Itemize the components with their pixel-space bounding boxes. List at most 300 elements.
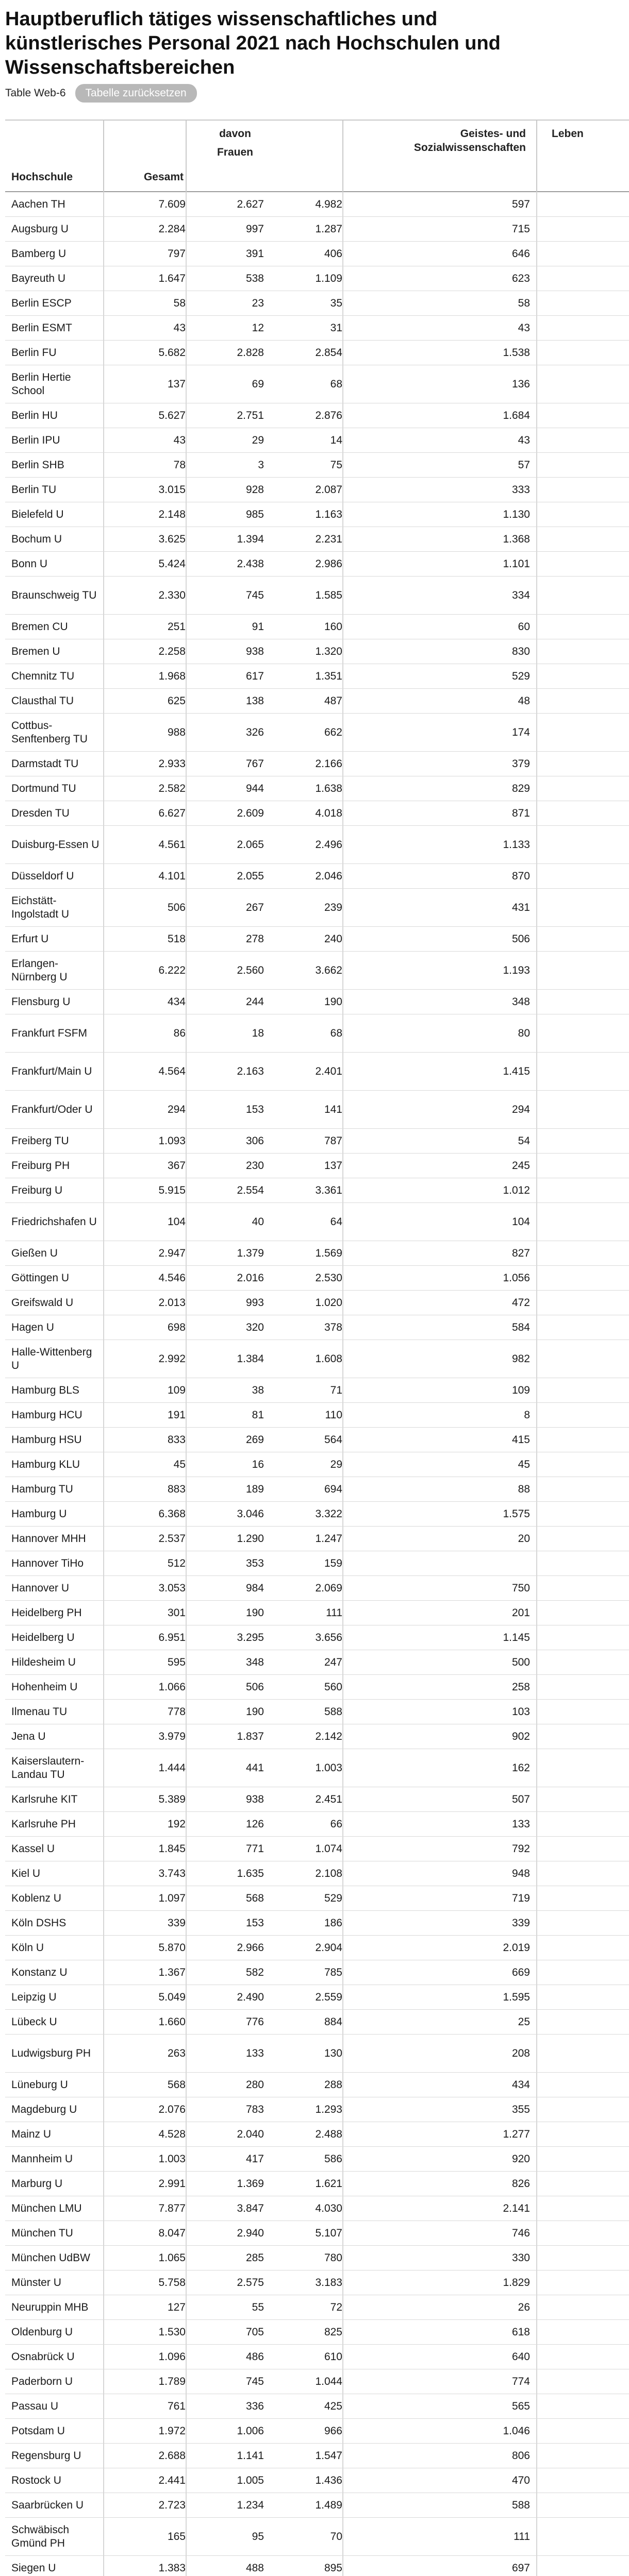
row-gesamt: 45: [173, 1458, 186, 1470]
table-row: [5, 478, 629, 502]
column-divider: [186, 1551, 187, 1575]
column-divider: [536, 341, 537, 365]
row-geistes: 58: [518, 297, 530, 309]
row-davon: 2.490: [237, 1991, 264, 2003]
row-name: Rostock U: [11, 2474, 61, 2486]
row-gesamt: 2.330: [158, 589, 186, 601]
table-row: [5, 1551, 629, 1576]
row-frauen: 3.183: [315, 2276, 342, 2289]
column-divider: [342, 453, 343, 477]
row-name: Hannover MHH: [11, 1532, 86, 1545]
column-divider: [103, 2073, 104, 2097]
row-geistes: 20: [518, 1532, 530, 1545]
row-gesamt: 1.530: [158, 2326, 186, 2338]
table-row: [5, 1403, 629, 1428]
row-davon: 1.290: [237, 1532, 264, 1545]
table-row: [5, 1266, 629, 1291]
header-leben[interactable]: Leben: [552, 128, 584, 140]
row-davon: 488: [245, 2562, 264, 2574]
row-davon: 2.966: [237, 1941, 264, 1954]
row-geistes: 640: [511, 2350, 530, 2363]
row-davon: 1.005: [237, 2474, 264, 2486]
column-divider: [103, 2221, 104, 2245]
page-title: Hauptberuflich tätiges wissenschaftliches und künstlerisches Personal 2021 nach Hochschulen und Wissenschaftsbereichen: [5, 8, 501, 78]
table-row: [5, 1675, 629, 1700]
column-divider: [103, 1527, 104, 1551]
row-davon: 417: [245, 2153, 264, 2165]
row-frauen: 29: [330, 1458, 342, 1470]
row-frauen: 1.547: [315, 2449, 342, 2462]
column-divider: [103, 453, 104, 477]
row-gesamt: 251: [167, 620, 186, 633]
row-geistes: 434: [511, 2078, 530, 2091]
row-davon: 133: [245, 2047, 264, 2059]
column-divider: [536, 1911, 537, 1935]
column-divider: [342, 1625, 343, 1650]
column-divider: [103, 1576, 104, 1600]
row-frauen: 884: [324, 2015, 342, 2028]
row-name: Halle-Wittenberg U: [11, 1346, 92, 1371]
column-divider: [103, 990, 104, 1014]
row-gesamt: 43: [173, 321, 186, 334]
row-geistes: 258: [511, 1681, 530, 1693]
row-frauen: 130: [324, 2047, 342, 2059]
row-name: Freiberg TU: [11, 1134, 69, 1147]
column-divider: [342, 776, 343, 801]
row-gesamt: 1.647: [158, 272, 186, 284]
row-davon: 18: [252, 1027, 264, 1039]
table-header: [5, 121, 629, 192]
row-gesamt: 301: [167, 1606, 186, 1619]
column-divider: [536, 689, 537, 713]
row-geistes: 57: [518, 459, 530, 471]
column-divider: [342, 2246, 343, 2270]
row-davon: 38: [252, 1384, 264, 1396]
table-row: [5, 1091, 629, 1129]
column-divider: [103, 2320, 104, 2344]
row-gesamt: 4.561: [158, 838, 186, 851]
row-frauen: 2.142: [315, 1730, 342, 1742]
row-frauen: 780: [324, 2251, 342, 2264]
table-row: [5, 1601, 629, 1625]
row-frauen: 1.638: [315, 782, 342, 794]
table-row: [5, 1178, 629, 1203]
column-divider: [342, 1861, 343, 1886]
column-divider: [536, 1014, 537, 1052]
table-row: [5, 365, 629, 403]
row-gesamt: 1.383: [158, 2562, 186, 2574]
row-davon: 2.828: [237, 346, 264, 359]
row-geistes: 1.575: [503, 1507, 530, 1520]
row-davon: 582: [245, 1966, 264, 1978]
row-geistes: 1.829: [503, 2276, 530, 2289]
row-frauen: 2.559: [315, 1991, 342, 2003]
column-divider: [342, 1178, 343, 1202]
row-davon: 16: [252, 1458, 264, 1470]
row-gesamt: 506: [167, 901, 186, 913]
column-divider: [186, 826, 187, 863]
row-davon: 1.006: [237, 2425, 264, 2437]
row-geistes: 623: [511, 272, 530, 284]
row-geistes: 43: [518, 321, 530, 334]
row-frauen: 2.451: [315, 1793, 342, 1805]
column-divider: [103, 1154, 104, 1178]
row-davon: 506: [245, 1681, 264, 1693]
column-divider: [103, 341, 104, 365]
column-divider: [536, 1428, 537, 1452]
column-divider: [342, 242, 343, 266]
row-gesamt: 2.992: [158, 1352, 186, 1365]
column-divider: [536, 776, 537, 801]
row-frauen: 4.018: [315, 807, 342, 819]
column-divider: [536, 2493, 537, 2517]
row-name: Augsburg U: [11, 223, 69, 235]
column-divider: [536, 2196, 537, 2221]
column-divider: [186, 1428, 187, 1452]
row-davon: 320: [245, 1321, 264, 1333]
row-frauen: 70: [330, 2530, 342, 2543]
column-divider: [186, 2345, 187, 2369]
table-row: [5, 1315, 629, 1340]
table-row: [5, 1477, 629, 1502]
column-divider: [536, 1551, 537, 1575]
column-divider: [536, 1886, 537, 1910]
column-divider: [342, 1340, 343, 1378]
header-divider: [186, 121, 187, 192]
row-gesamt: 7.609: [158, 198, 186, 210]
table-row: [5, 1502, 629, 1527]
table-row: [5, 2270, 629, 2295]
row-name: Potsdam U: [11, 2425, 65, 2437]
row-geistes: 870: [511, 870, 530, 882]
column-divider: [103, 1861, 104, 1886]
table-row: [5, 2246, 629, 2270]
row-name: Mainz U: [11, 2128, 52, 2140]
table-row: [5, 664, 629, 689]
column-divider: [103, 664, 104, 688]
row-gesamt: 2.284: [158, 223, 186, 235]
header-hochschule[interactable]: Hochschule: [11, 171, 73, 183]
row-frauen: 1.074: [315, 1842, 342, 1855]
row-name: München UdBW: [11, 2251, 90, 2264]
column-divider: [103, 2394, 104, 2418]
column-divider: [103, 2493, 104, 2517]
column-divider: [186, 192, 187, 216]
row-davon: 538: [245, 272, 264, 284]
column-divider: [103, 2556, 104, 2576]
row-geistes: 111: [514, 2530, 530, 2543]
column-divider: [342, 502, 343, 527]
column-divider: [186, 990, 187, 1014]
row-geistes: 470: [511, 2474, 530, 2486]
row-davon: 2.609: [237, 807, 264, 819]
column-divider: [103, 527, 104, 551]
row-davon: 2.940: [237, 2227, 264, 2239]
column-divider: [186, 2221, 187, 2245]
column-divider: [342, 2444, 343, 2468]
row-geistes: 829: [511, 782, 530, 794]
row-geistes: 1.538: [503, 346, 530, 359]
table-row: [5, 1129, 629, 1154]
column-divider: [186, 1812, 187, 1836]
column-divider: [342, 927, 343, 951]
column-divider: [536, 1403, 537, 1427]
header-divider: [103, 121, 104, 192]
table-row: [5, 1787, 629, 1812]
row-davon: 985: [245, 508, 264, 520]
table-row: [5, 801, 629, 826]
table-row: [5, 2122, 629, 2147]
row-gesamt: 3.015: [158, 483, 186, 496]
column-divider: [103, 2172, 104, 2196]
table-row: [5, 453, 629, 478]
table-row: [5, 341, 629, 365]
row-gesamt: 2.723: [158, 2499, 186, 2511]
row-name: Bochum U: [11, 533, 62, 545]
row-name: Hamburg HSU: [11, 1433, 82, 1446]
row-gesamt: 78: [173, 459, 186, 471]
row-davon: 391: [245, 247, 264, 260]
row-geistes: 25: [518, 2015, 530, 2028]
row-geistes: 294: [511, 1103, 530, 1115]
row-davon: 2.627: [237, 198, 264, 210]
column-divider: [342, 2369, 343, 2394]
column-divider: [186, 1203, 187, 1241]
header-gesamt[interactable]: Gesamt: [143, 171, 184, 183]
row-gesamt: 5.870: [158, 1941, 186, 1954]
row-geistes: 472: [511, 1296, 530, 1309]
column-divider: [103, 1403, 104, 1427]
column-divider: [103, 403, 104, 428]
column-divider: [103, 316, 104, 340]
row-name: Duisburg-Essen U: [11, 838, 100, 851]
row-gesamt: 367: [167, 1159, 186, 1172]
column-divider: [103, 266, 104, 291]
row-name: Chemnitz TU: [11, 670, 75, 682]
column-divider: [103, 1749, 104, 1787]
row-geistes: 208: [511, 2047, 530, 2059]
column-divider: [536, 1340, 537, 1378]
table-row: [5, 2147, 629, 2172]
column-divider: [186, 2122, 187, 2146]
row-name: Kiel U: [11, 1867, 41, 1879]
row-name: Schwäbisch Gmünd PH: [11, 2523, 70, 2549]
row-gesamt: 2.076: [158, 2103, 186, 2115]
column-divider: [342, 478, 343, 502]
row-davon: 348: [245, 1656, 264, 1668]
row-gesamt: 2.582: [158, 782, 186, 794]
column-divider: [536, 577, 537, 614]
column-divider: [536, 1724, 537, 1749]
column-divider: [342, 615, 343, 639]
column-divider: [186, 2320, 187, 2344]
row-davon: 230: [245, 1159, 264, 1172]
column-divider: [186, 1724, 187, 1749]
table-row: [5, 2419, 629, 2444]
row-geistes: 948: [511, 1867, 530, 1879]
column-divider: [103, 552, 104, 576]
table-row: [5, 192, 629, 217]
column-divider: [536, 1960, 537, 1985]
column-divider: [536, 1650, 537, 1674]
row-geistes: 330: [511, 2251, 530, 2264]
column-divider: [342, 428, 343, 452]
row-name: Berlin ESCP: [11, 297, 72, 309]
header-geistes[interactable]: Geistes- und Sozialwissenschaften: [413, 128, 526, 154]
row-gesamt: 5.049: [158, 1991, 186, 2003]
table-row: [5, 1861, 629, 1886]
column-divider: [342, 2196, 343, 2221]
column-divider: [103, 2345, 104, 2369]
row-gesamt: 3.625: [158, 533, 186, 545]
row-gesamt: 5.389: [158, 1793, 186, 1805]
column-divider: [536, 217, 537, 241]
table-row: [5, 952, 629, 990]
row-davon: 745: [245, 2375, 264, 2387]
column-divider: [186, 1675, 187, 1699]
column-divider: [536, 1154, 537, 1178]
row-name: Lübeck U: [11, 2015, 57, 2028]
column-divider: [342, 2270, 343, 2295]
row-frauen: 71: [330, 1384, 342, 1396]
column-divider: [186, 2270, 187, 2295]
row-gesamt: 127: [167, 2301, 186, 2313]
column-divider: [186, 927, 187, 951]
column-divider: [103, 1911, 104, 1935]
row-geistes: 54: [518, 1134, 530, 1147]
row-geistes: 201: [511, 1606, 530, 1619]
column-divider: [186, 1576, 187, 1600]
table-row: [5, 864, 629, 889]
column-divider: [342, 1428, 343, 1452]
column-divider: [536, 2295, 537, 2319]
column-divider: [103, 1502, 104, 1526]
row-frauen: 68: [330, 378, 342, 390]
column-divider: [186, 2172, 187, 2196]
row-name: Berlin SHB: [11, 459, 64, 471]
row-name: Jena U: [11, 1730, 46, 1742]
column-divider: [186, 365, 187, 403]
row-davon: 1.635: [237, 1867, 264, 1879]
column-divider: [186, 714, 187, 751]
row-frauen: 560: [324, 1681, 342, 1693]
row-name: Hamburg KLU: [11, 1458, 80, 1470]
column-divider: [103, 1812, 104, 1836]
row-name: Göttingen U: [11, 1272, 70, 1284]
row-name: Köln U: [11, 1941, 44, 1954]
column-divider: [342, 2493, 343, 2517]
row-davon: 267: [245, 901, 264, 913]
header-frauen[interactable]: Frauen: [217, 146, 253, 158]
table-row: [5, 1340, 629, 1378]
row-name: Clausthal TU: [11, 694, 74, 707]
row-gesamt: 4.101: [158, 870, 186, 882]
row-frauen: 160: [324, 620, 342, 633]
column-divider: [342, 2035, 343, 2072]
row-geistes: 431: [511, 901, 530, 913]
row-name: Hamburg HCU: [11, 1409, 82, 1421]
column-divider: [342, 1911, 343, 1935]
row-frauen: 1.320: [315, 645, 342, 657]
row-gesamt: 104: [167, 1215, 186, 1228]
row-name: Konstanz U: [11, 1966, 68, 1978]
row-gesamt: 1.444: [158, 1761, 186, 1774]
column-divider: [342, 1129, 343, 1153]
column-divider: [342, 689, 343, 713]
column-divider: [103, 1477, 104, 1501]
row-davon: 3.046: [237, 1507, 264, 1520]
row-davon: 997: [245, 223, 264, 235]
column-divider: [536, 2122, 537, 2146]
row-davon: 705: [245, 2326, 264, 2338]
row-frauen: 72: [330, 2301, 342, 2313]
column-divider: [186, 1340, 187, 1378]
row-name: Freiburg U: [11, 1184, 63, 1196]
column-divider: [536, 2246, 537, 2270]
column-divider: [536, 291, 537, 315]
column-divider: [103, 1886, 104, 1910]
column-divider: [186, 1861, 187, 1886]
column-divider: [536, 1502, 537, 1526]
row-frauen: 1.436: [315, 2474, 342, 2486]
table-row: [5, 502, 629, 527]
column-divider: [536, 266, 537, 291]
row-name: Hildesheim U: [11, 1656, 76, 1668]
column-divider: [186, 1091, 187, 1128]
column-divider: [536, 2345, 537, 2369]
row-frauen: 159: [324, 1557, 342, 1569]
column-divider: [536, 639, 537, 664]
row-frauen: 2.401: [315, 1065, 342, 1077]
row-davon: 1.369: [237, 2177, 264, 2190]
column-divider: [342, 826, 343, 863]
column-divider: [342, 664, 343, 688]
row-gesamt: 3.053: [158, 1582, 186, 1594]
row-geistes: 618: [511, 2326, 530, 2338]
row-name: Frankfurt/Main U: [11, 1065, 92, 1077]
row-name: Berlin TU: [11, 483, 57, 496]
column-divider: [342, 1985, 343, 2009]
table-row: [5, 1014, 629, 1053]
row-frauen: 1.621: [315, 2177, 342, 2190]
row-gesamt: 5.627: [158, 409, 186, 421]
column-divider: [186, 552, 187, 576]
row-gesamt: 4.546: [158, 1272, 186, 1284]
header-divider: [536, 121, 537, 192]
column-divider: [342, 2518, 343, 2555]
column-divider: [103, 2147, 104, 2171]
reset-table-button[interactable]: Tabelle zurücksetzen: [75, 84, 197, 103]
column-divider: [103, 1985, 104, 2009]
column-divider: [536, 403, 537, 428]
column-divider: [103, 1378, 104, 1402]
row-frauen: 378: [324, 1321, 342, 1333]
row-davon: 138: [245, 694, 264, 707]
table-row: [5, 2196, 629, 2221]
row-gesamt: 5.682: [158, 346, 186, 359]
row-gesamt: 698: [167, 1321, 186, 1333]
column-divider: [103, 2270, 104, 2295]
row-geistes: 750: [511, 1582, 530, 1594]
row-geistes: 1.595: [503, 1991, 530, 2003]
column-divider: [342, 1241, 343, 1265]
row-frauen: 2.488: [315, 2128, 342, 2140]
row-frauen: 75: [330, 459, 342, 471]
column-divider: [103, 2444, 104, 2468]
row-geistes: 982: [511, 1352, 530, 1365]
column-divider: [342, 1576, 343, 1600]
column-divider: [342, 2172, 343, 2196]
